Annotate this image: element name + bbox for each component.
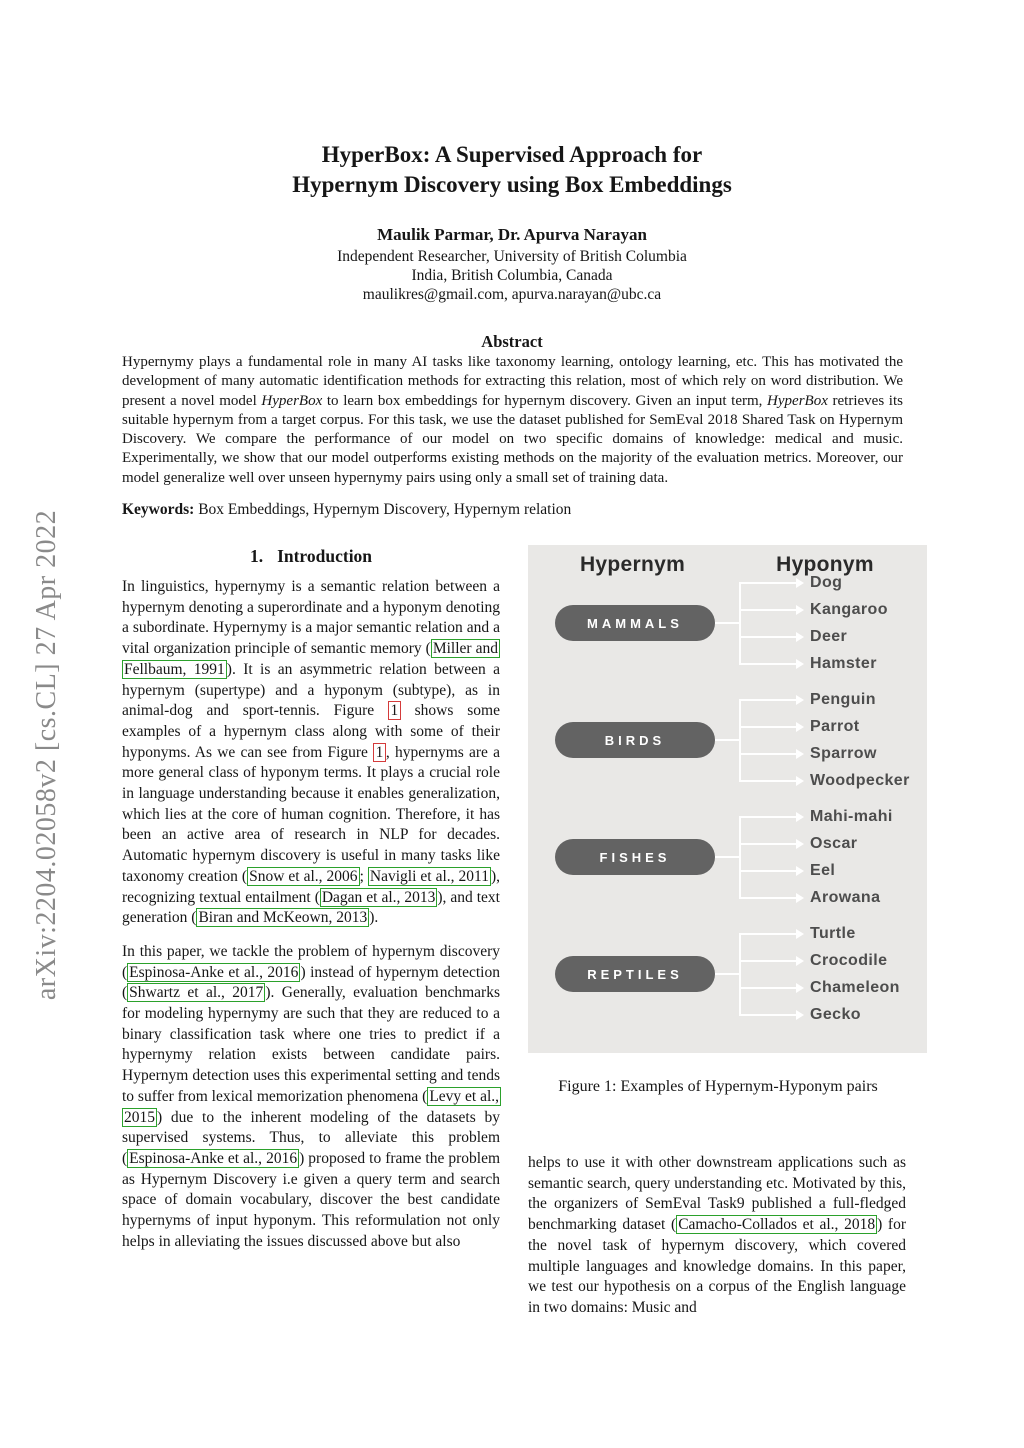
figure-hyponym-header: Hyponym — [776, 553, 874, 576]
arrow-right-icon — [796, 659, 804, 669]
hyponym-row — [739, 857, 893, 884]
hyponym-row — [739, 884, 893, 911]
hyponym-list — [739, 686, 910, 794]
branch-line — [739, 843, 797, 845]
hyponym-row — [739, 686, 910, 713]
hyponym-label: Woodpecker — [810, 771, 910, 789]
branch-line — [739, 816, 797, 818]
arrow-right-icon — [796, 722, 804, 732]
arrow-right-icon — [796, 929, 804, 939]
pill-connector-line — [715, 622, 739, 624]
hyponym-row — [739, 947, 900, 974]
authors: Maulik Parmar, Dr. Apurva Narayan — [377, 225, 647, 244]
branch-line — [739, 897, 797, 899]
citation-link[interactable]: Camacho-Collados et al., 2018 — [678, 1216, 876, 1234]
branch-line — [739, 960, 797, 962]
citation-link[interactable]: Dagan et al., 2013 — [321, 888, 436, 906]
hyponym-label: Deer — [810, 627, 848, 645]
branch-line — [739, 753, 797, 755]
citation-link[interactable]: Shwartz et al., 2017 — [129, 984, 264, 1002]
keywords-value: Box Embeddings, Hypernym Discovery, Hypernym relation — [194, 501, 572, 518]
branch-line — [739, 663, 797, 665]
hyponym-label: Kangaroo — [810, 600, 888, 618]
branch-line — [739, 582, 797, 584]
branch-line — [739, 1014, 797, 1016]
hyponym-row — [739, 1001, 900, 1028]
figure-groups — [555, 569, 927, 1037]
intro-paragraph-2: In this paper, we tackle the problem of hypernym discovery ( Espinosa-Anke et al., 2016 ) instead of hypernym detection ( Shwartz et al., 2017 ). Generally, evaluation benchmarks for modeling hypernymy are such that they are reduced to a binary classification task where one tries to predict if a hypernymy relation exists between candidate pairs. Hypernym detection uses this experimental setting and tends to suffer from lexical memorization phenomena ( Levy et al., 2015 ) due to the inherent modeling of the datasets by supervised systems. Thus, to alleviate this problem ( Espinosa-Anke et al., 2016 ) proposed to frame the problem as Hypernym Discovery i.e given a query term and search space of domain vocabulary, discover the best candidate hypernyms of input hyponym. This reformulation not only helps in alleviating the issues discussed above but also — [122, 942, 501, 1250]
hyponym-label: Eel — [810, 861, 836, 879]
hyponym-label: Turtle — [810, 924, 856, 942]
hyponym-list — [739, 920, 900, 1028]
branch-line — [739, 933, 797, 935]
arrow-right-icon — [796, 776, 804, 786]
arrow-right-icon — [796, 983, 804, 993]
italic-term: HyperBox — [261, 392, 323, 409]
citation-link[interactable]: Espinosa-Anke et al., 2016 — [129, 963, 299, 981]
arrow-right-icon — [796, 893, 804, 903]
section-number: 1. — [249, 546, 264, 566]
figure-hypernym-header: Hypernym — [579, 553, 686, 576]
pill-connector-line — [715, 739, 739, 741]
citation-link[interactable]: Espinosa-Anke et al., 2016 — [129, 1149, 298, 1167]
figure-group — [555, 686, 927, 794]
arxiv-watermark: arXiv:2204.02058v2 [cs.CL] 27 Apr 2022 — [31, 509, 62, 1001]
branch-line — [739, 699, 797, 701]
figure-1-caption: Figure 1: Examples of Hypernym-Hyponym pairs — [558, 1078, 878, 1095]
arrow-right-icon — [796, 1010, 804, 1020]
hyponym-row — [739, 713, 910, 740]
arrow-right-icon — [796, 956, 804, 966]
keywords-line — [122, 501, 903, 519]
hypernym-pill: MAMMALS — [555, 605, 715, 641]
hyponym-label: Mahi-mahi — [810, 807, 893, 825]
hyponym-label: Gecko — [810, 1005, 861, 1023]
arrow-right-icon — [796, 749, 804, 759]
arrow-right-icon — [796, 812, 804, 822]
left-column — [122, 577, 500, 1266]
hyponym-label: Parrot — [810, 717, 860, 735]
hyponym-list — [739, 803, 893, 911]
hyponym-label: Penguin — [810, 690, 876, 708]
section-title: Introduction — [277, 546, 373, 566]
hyponym-label: Sparrow — [810, 744, 877, 762]
hyponym-row — [739, 830, 893, 857]
hyponym-label: Arowana — [810, 888, 881, 906]
arrow-right-icon — [796, 578, 804, 588]
paper-header — [0, 140, 1024, 304]
hypernym-pill: FISHES — [555, 839, 715, 875]
hyponym-label: Dog — [810, 573, 843, 591]
italic-term: HyperBox — [767, 392, 828, 409]
citation-link[interactable]: Navigli et al., 2011 — [369, 867, 489, 885]
hyponym-row — [739, 974, 900, 1001]
figure-group — [555, 569, 927, 677]
hyponym-row — [739, 767, 910, 794]
hyponym-row — [739, 740, 910, 767]
affiliation-line1: Independent Researcher, University of British Columbia — [337, 248, 687, 265]
branch-line — [739, 780, 797, 782]
intro-paragraph-1: In linguistics, hypernymy is a semantic relation between a hypernym denoting a superordinate and a hyponym denoting a subordinate. Hypernymy is a major semantic relation and a vital organization principle of semantic memory ( Miller and Fellbaum, 1991 ). It is an asymmetric relation between a hypernym (supertype) and a hyponym (subtype), as in animal-dog and sport-tennis. Figure 1 shows some examples of a hypernym class along with some of their hyponyms. As we can see from Figure 1 , hypernyms are a more general class of hyponym terms. It plays a crucial role in language understanding because it enables generalization, which lies at the core of human cognition. Therefore, it has been an active area of research in NLP for decades. Automatic hypernym discovery is useful in many tasks like taxonomy creation ( Snow et al., 2006 ; Navigli et al., 2011 ), recognizing textual entailment ( Dagan et al., 2013 ), and text generation ( Biran and McKeown, 2013 ). — [122, 578, 501, 927]
hyponym-label: Crocodile — [810, 951, 888, 969]
hyponym-label: Oscar — [810, 834, 858, 852]
paper-title — [0, 140, 1024, 200]
citation-link[interactable]: Snow et al., 2006 — [249, 867, 358, 885]
branch-line — [739, 636, 797, 638]
hyponym-label: Chameleon — [810, 978, 900, 996]
abstract-heading: Abstract — [481, 332, 543, 351]
figure-group — [555, 803, 927, 911]
arrow-right-icon — [796, 839, 804, 849]
hyponym-list — [739, 569, 888, 677]
figure-ref-link[interactable]: 1 — [373, 743, 386, 762]
hyponym-row — [739, 623, 888, 650]
hyponym-row — [739, 596, 888, 623]
affiliation-line2: India, British Columbia, Canada — [411, 267, 613, 284]
figure-group — [555, 920, 927, 1028]
citation-link[interactable]: Biran and McKeown, 2013 — [198, 909, 368, 927]
hyponym-row — [739, 650, 888, 677]
hyponym-row — [739, 803, 893, 830]
paper-title-line1: HyperBox: A Supervised Approach for — [321, 142, 703, 167]
abstract-text: Hypernymy plays a fundamental role in many AI tasks like taxonomy learning, ontology learning, etc. This has motivated the development of many automatic identification methods for extracting this relation, most of which rely on word distribution. We present a novel model HyperBox to learn box embeddings for hypernym discovery. Given an input term, HyperBox retrieves its suitable hypernym from a target corpus. For this task, we use the dataset published for SemEval 2018 Shared Task on Hypernym Discovery. We compare the performance of our model on two specific domains of knowledge: medical and music. Experimentally, we show that our model outperforms existing methods on the majority of the evaluation metrics. Moreover, our model generalize well over unseen hypernymy pairs using only a small set of training data. — [122, 354, 903, 486]
arrow-right-icon — [796, 695, 804, 705]
citation-link[interactable]: Miller and Fellbaum, 1991 — [124, 640, 498, 678]
author-emails: maulikres@gmail.com, apurva.narayan@ubc.ca — [362, 286, 662, 303]
hyponym-row — [739, 569, 888, 596]
citation-link[interactable]: Levy et al., 2015 — [124, 1087, 500, 1126]
hyponym-row — [739, 920, 900, 947]
branch-line — [739, 609, 797, 611]
keywords-label: Keywords: — [122, 501, 195, 518]
arrow-right-icon — [796, 605, 804, 615]
pill-connector-line — [715, 973, 739, 975]
branch-line — [739, 726, 797, 728]
paper-title-line2: Hypernym Discovery using Box Embeddings — [292, 172, 732, 197]
pill-connector-line — [715, 856, 739, 858]
branch-line — [739, 987, 797, 989]
arrow-right-icon — [796, 632, 804, 642]
hyponym-label: Hamster — [810, 654, 877, 672]
figure-ref-link[interactable]: 1 — [388, 701, 401, 720]
branch-line — [739, 870, 797, 872]
arrow-right-icon — [796, 866, 804, 876]
hypernym-pill: BIRDS — [555, 722, 715, 758]
right-column-paragraph: helps to use it with other downstream applications such as semantic search, query understanding etc. Motivated by this, the organizers of SemEval Task9 published a full-fledged benchmarking dataset ( Camacho-Collados et al., 2018 ) for the novel task of hypernym discovery, which covered multiple languages and knowledge domains. In this paper, we test our hypothesis on a corpus of the English language in two domains: Music and — [528, 1154, 907, 1316]
hypernym-pill: REPTILES — [555, 956, 715, 992]
section-heading-introduction — [122, 546, 500, 567]
figure-1 — [528, 545, 927, 1053]
